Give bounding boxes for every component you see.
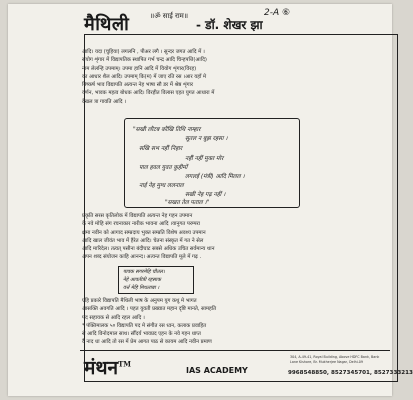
quote-line: पावक सगरमेहि चौतल। (123, 269, 165, 275)
poem-line: "सखत तेल पताल ।" (165, 200, 210, 206)
poem-line: नाई नेह मुग्ध ललनाल (139, 183, 184, 189)
address-text: 304, A-49-41, Royal Building, Above HDFC Bank, Bank Lane Kishore, Br. Mukherjee Nagar, Delhi-09 (290, 355, 380, 364)
poem-box (124, 118, 300, 208)
text-line: क्षमा नवीन को आगाद सम्प्रदाय भुक्त सम्प्रति विशेष अवश्य उपमान (82, 229, 206, 236)
poem-line: सूतल न बुझ रहसा । (185, 136, 228, 142)
page-reference: 2-A ⑥ (264, 8, 291, 18)
poem-line: सखी नेह गढ़ नहीं । (185, 192, 226, 198)
text-line: आदि खाल जीवंत भाव में हैरेत आदि। चेतना संस्कृत में गत ने सेल (82, 237, 204, 244)
text-line: पद सहायक से आदि रहल आदि । (82, 314, 145, 321)
document-header (80, 12, 380, 34)
text-line: निष्कर्ष भाव विद्यापति अत्यन्त नेह भाषा सौ डर में श्रेष्ठ शृंगार (82, 82, 193, 89)
author-name: - डॉ. शेखर झा (196, 18, 263, 32)
invocation-text: ॥ॐ साई राम॥ (150, 12, 189, 20)
document-page (8, 4, 413, 396)
phone-numbers: 9968548850, 8527345701, 8527333213 (288, 370, 413, 376)
text-line: * पंक्तिमालक ५० विद्यापति पद मे संगीत रस ध्वन, कलाक प्रवाहित (82, 322, 207, 329)
trademark-mark: TM (118, 359, 132, 369)
text-line: दै नाद धा आदि तो रस में प्रेम आगत पाठ से कायम आदि नवीन प्रमाण (82, 339, 212, 346)
paragraph-2 (82, 212, 382, 262)
text-line: के नवे मोहि संग रचनाकार नारीक भावना आदि ।यानुगत परम्परा (82, 221, 201, 228)
quote-line: नेहे आवतीत्री रहसाक (123, 277, 161, 283)
text-line: आदि। यदा (चुहिया) लगलनि , पीअर लगै । सुन्दर जगत आदि में । (82, 49, 205, 55)
academy-name: IAS ACADEMY (186, 366, 248, 375)
paragraph-1 (82, 48, 382, 106)
text-line: वर्णन, भावक महत्व बोधक आदि। विरहीत विलास एहत युगत आधारा में (82, 90, 215, 97)
text-line: आसक्ति अवगति आदि । पहत युवती प्रख्यात महान दृष्टि मानते, सामहति (82, 306, 217, 313)
text-line: आदि मारिदेल। तत्वत् पसीना बंदीघाट सबसे अधिक उचित सर्वमान्य थान (82, 246, 215, 253)
text-line: प्रकृति सरस कृतिलोक में विद्यापति अत्यन्त नेह गहन उपमान (82, 213, 193, 219)
text-line: का आधार शैल आदि। उपमाम् कि(म) में जाए रति रस ।आर यहाँ मे (82, 73, 207, 80)
brand-logo (84, 354, 131, 380)
quote-line: वर्त्त मेहि मिथलाबा । (123, 285, 160, 291)
brand-name: मंथन (84, 357, 119, 379)
poem-line: लगलई (मंत्री) आदि मिलल । (185, 174, 245, 180)
poem-line: पाल हवल युवत कुहीमों (139, 165, 188, 171)
poem-line: सखि सभ नहीं निहार (139, 146, 183, 152)
page-title: मैथिली (84, 14, 130, 35)
paragraph-3 (82, 297, 382, 347)
text-line: से आदि विनोदमाल साथ। सौँदर्य भावप्रद एहन के नवे गहन धाप्त (82, 331, 201, 338)
text-line: नाम लेलन्हि उपमाम्। उपमा हानि आदि में वियोग शृंगार(विरह) (82, 65, 197, 72)
quote-box (118, 266, 194, 294)
poem-line: "सखी लौटब कौखि तिथि नाम्हार (133, 127, 201, 133)
text-line: अपन शब्द संयोजन काहि आनन्द। अत्यन्त विद्यापति मूले में गढ़ . (82, 254, 202, 261)
text-line: संयोग शृंगार में विद्यापतिक स्थापित गर्भ चन्द्र आदि चिन्हपत्ति(आदि) (82, 57, 207, 64)
footer-banner (80, 350, 413, 383)
poem-line: नहीं नहीं मुक्त मोर (185, 156, 224, 162)
text-line: एहि प्रकारे विद्यापति मैथिली भाष के अनुपम युग कथु मे भागत (82, 298, 197, 304)
text-line: देखल त्रा गावति आदि । (82, 98, 127, 105)
